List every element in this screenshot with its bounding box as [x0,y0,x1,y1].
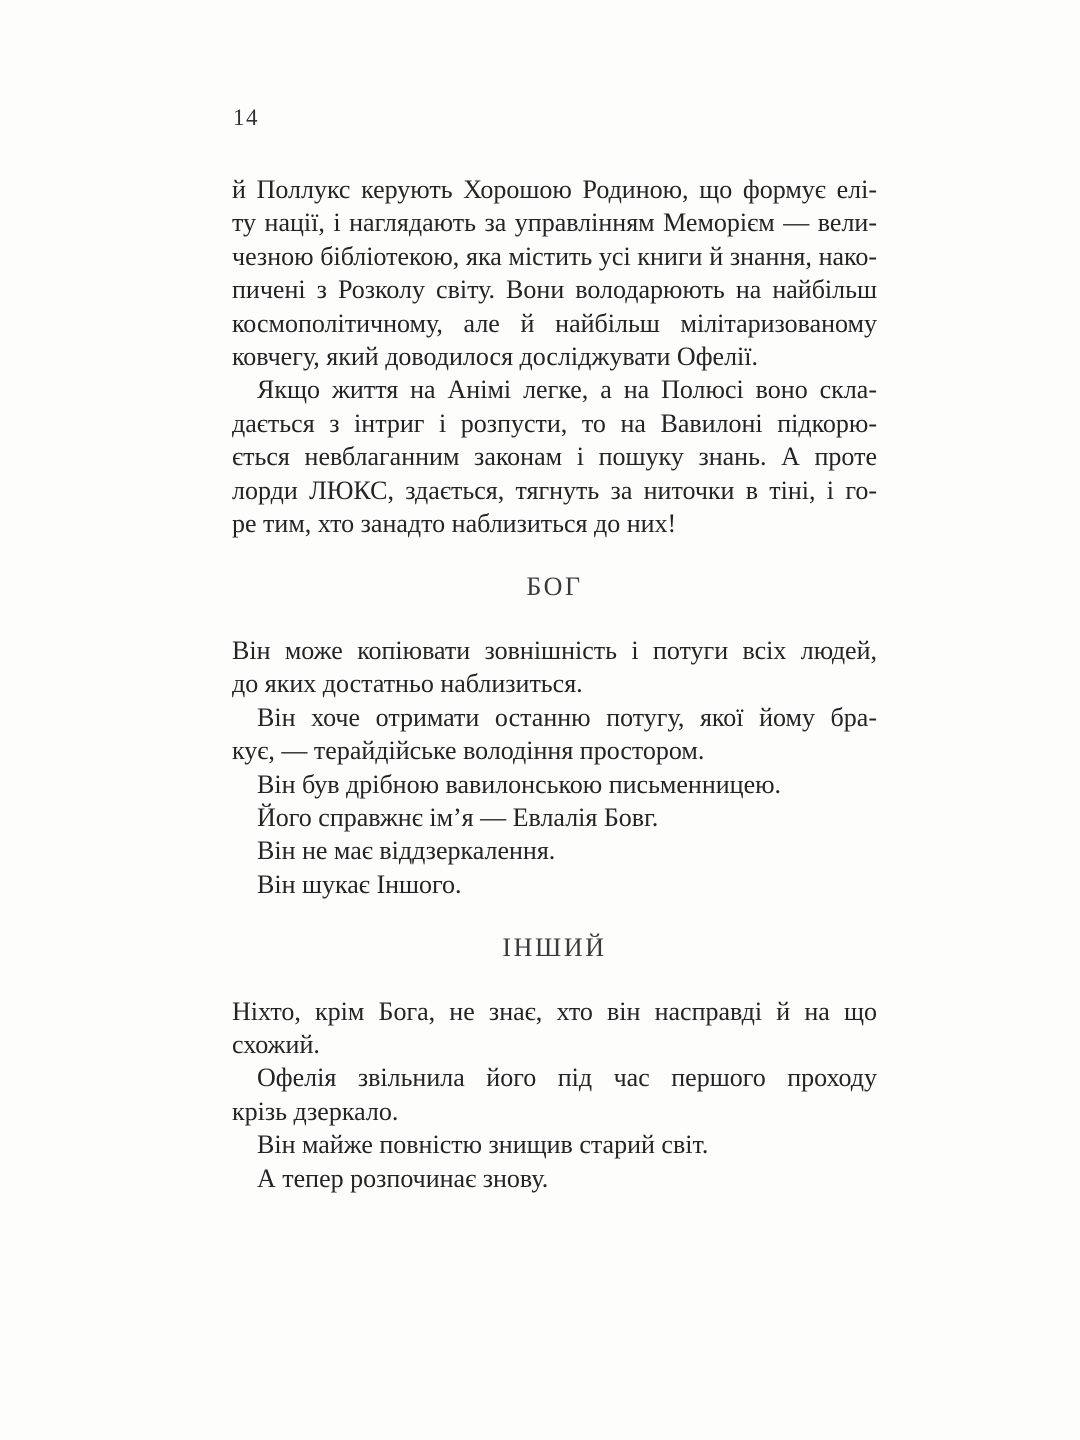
section-heading: ІНШИЙ [502,933,607,963]
paragraph-line: до яких достатньо наблизиться. [232,669,583,699]
paragraph-line: й Поллукс керують Хорошою Родиною, що формує елі- [232,175,877,204]
paragraph-line: Він майже повністю знищив старий світ. [257,1130,709,1160]
paragraph-line: пичені з Розколу світу. Вони володарюють на найбільш [232,275,877,305]
paragraph-line: лорди ЛЮКС, здається, тягнуть за ниточки в тіні, і го- [232,475,877,505]
paragraph-line: А тепер розпочинає знову. [257,1163,549,1193]
paragraph-line: Його справжнє ім’я — Евлалія Бовг. [257,802,659,832]
page-number: 14 [233,105,259,130]
paragraph-line: Він хоче отримати останню потугу, якої йому бра- [257,702,877,732]
paragraph-line: Він може копіювати зовнішність і потуги всіх людей, [232,635,877,665]
paragraph-line: Він не має віддзеркалення. [257,836,556,866]
paragraph-line: ре тим, хто занадто наблизиться до них! [232,509,677,539]
paragraph-line: Він шукає Іншого. [257,869,462,899]
paragraph-line: ється невблаганним законам і пошуку знань. А проте [232,442,877,472]
paragraph-line: Якщо життя на Анімі легке, а на Полюсі воно скла- [257,375,877,405]
paragraph-line: Ніхто, крім Бога, не знає, хто він насправді й на що [232,996,877,1026]
paragraph-line: дається з інтриг і розпусти, то на Вавилоні підкорю- [232,408,877,438]
paragraph-line: Він був дрібною вавилонською письменницею. [257,769,782,799]
section-heading: БОГ [526,572,583,602]
paragraph-line: Офелія звільнила його під час першого проходу [257,1063,877,1093]
page-text-body [232,173,877,1195]
paragraph-line: кує, — терайдійське володіння простором. [232,736,705,766]
paragraph-line: чезною бібліотекою, яка містить усі книги й знання, нако- [232,241,877,271]
paragraph-line: космополітичному, але й найбільш мілітаризованому [232,308,877,338]
paragraph-line: схожий. [232,1029,320,1059]
paragraph-line: ту нації, і наглядають за управлінням Меморієм — вели- [232,208,877,238]
paragraph-line: ковчегу, який доводилося досліджувати Офелії. [232,342,759,372]
paragraph-line: крізь дзеркало. [232,1096,399,1126]
